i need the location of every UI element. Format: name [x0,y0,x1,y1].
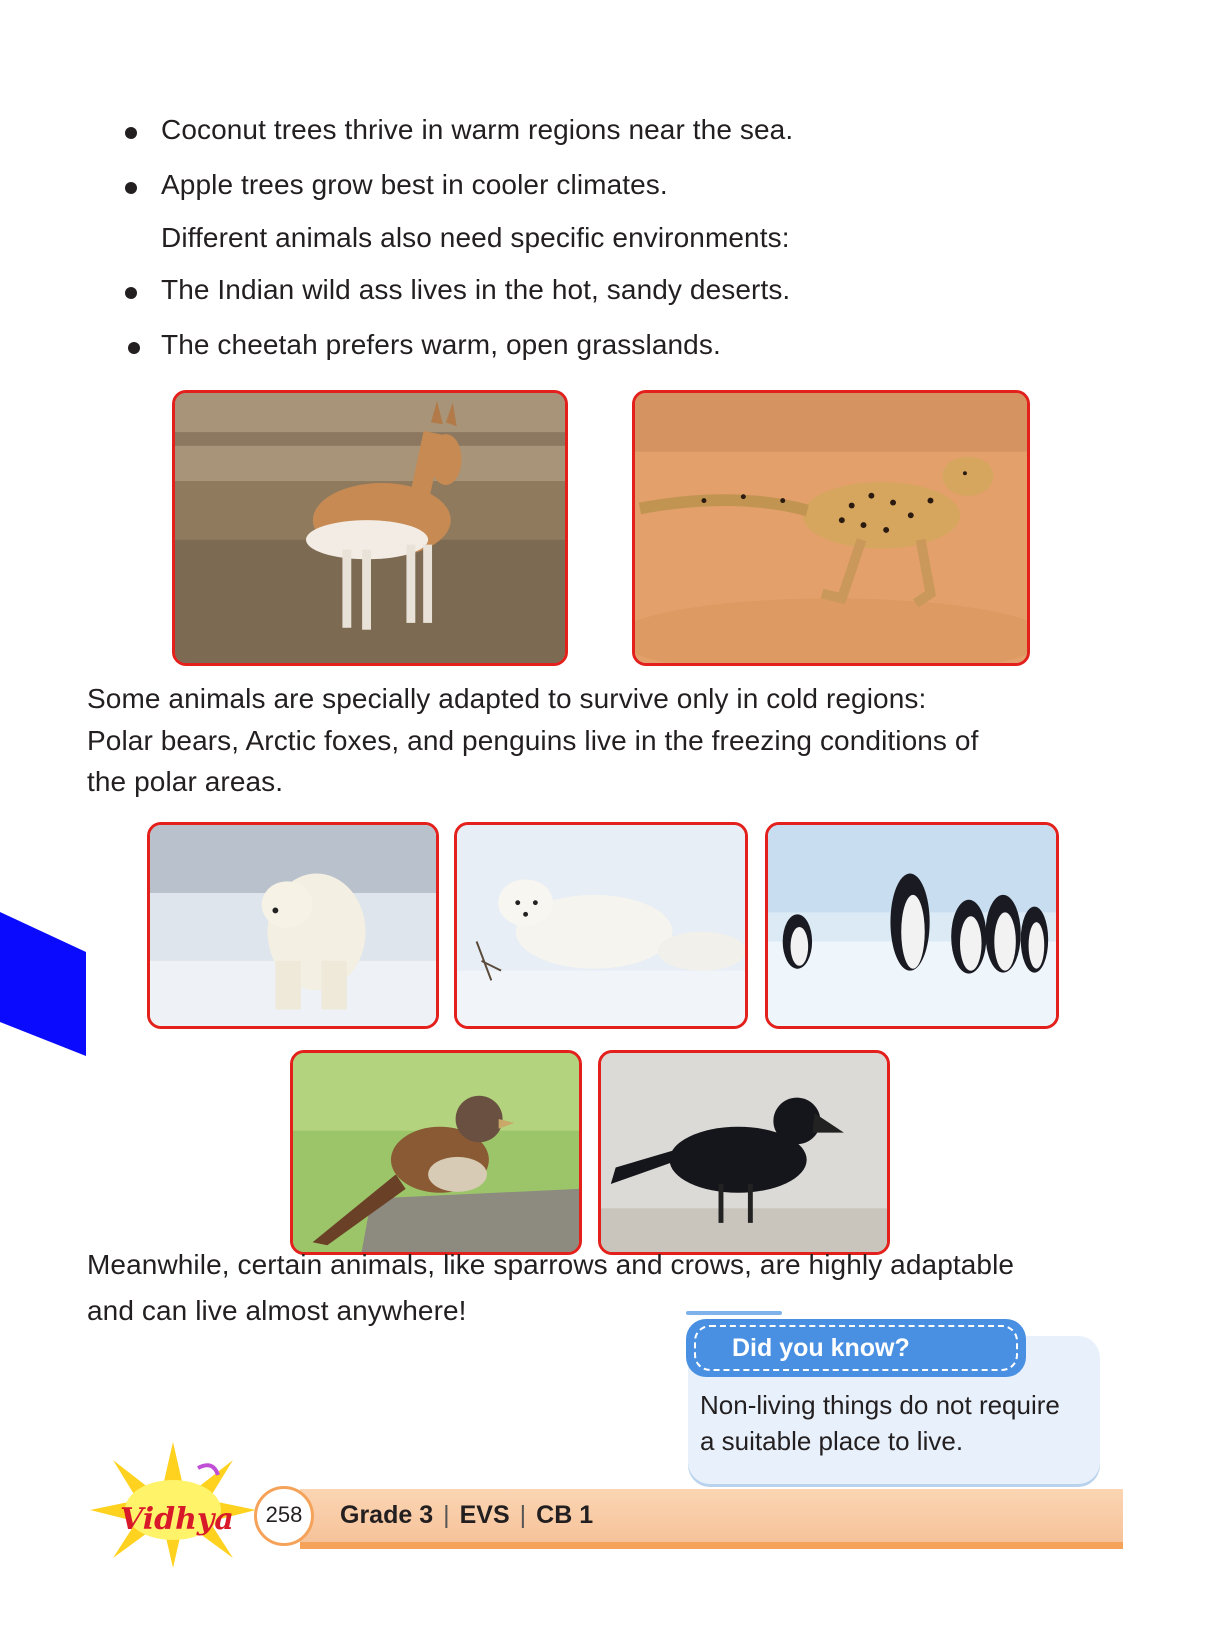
bullet-dot [125,287,137,299]
adaptable-para-line-1: Meanwhile, certain animals, like sparrows and crows, are highly adaptable [87,1249,1015,1280]
footer-separator: | [443,1501,450,1529]
photo-arctic-fox [454,822,748,1029]
bullet-dot [125,182,137,194]
photo-cheetah [632,390,1030,666]
footer-title [340,1499,593,1531]
photo-crow [598,1050,890,1255]
logo-text: Vidhya [120,1502,234,1537]
photo-sparrow [290,1050,582,1255]
bullet-dot [128,342,140,354]
page-number: 258 [265,1502,303,1527]
bullet-apple: Apple trees grow best in cooler climates. [161,169,668,200]
did-you-know-decoration [686,1311,782,1315]
footer-grade: Grade 3 [340,1501,434,1529]
photo-polar-bear [147,822,439,1029]
footer-bar-underline [300,1542,1123,1549]
intro-animals: Different animals also need specific environments: [161,222,790,253]
photo-penguins [765,822,1059,1029]
footer-subject: EVS [459,1501,510,1529]
photo-indian-wild-ass [172,390,568,666]
cold-para-line-2: Polar bears, Arctic foxes, and penguins live in the freezing conditions of [87,725,979,756]
adaptable-para-line-2: and can live almost anywhere! [87,1295,467,1326]
side-tab-marker [0,0,90,1625]
bullet-cheetah: The cheetah prefers warm, open grasslands. [161,329,721,360]
footer-separator: | [519,1501,527,1529]
cold-para-line-1: Some animals are specially adapted to survive only in cold regions: [87,683,927,714]
did-you-know-line-2: a suitable place to live. [700,1426,964,1456]
bullet-coconut: Coconut trees thrive in warm regions near the sea. [161,114,794,145]
did-you-know-line-1: Non-living things do not require [700,1390,1060,1420]
footer-book: CB 1 [536,1501,594,1529]
bullet-dot [125,127,137,139]
bullet-wild-ass: The Indian wild ass lives in the hot, sandy deserts. [161,274,791,305]
did-you-know-title: Did you know? [732,1334,910,1362]
cold-para-line-3: the polar areas. [87,766,284,797]
